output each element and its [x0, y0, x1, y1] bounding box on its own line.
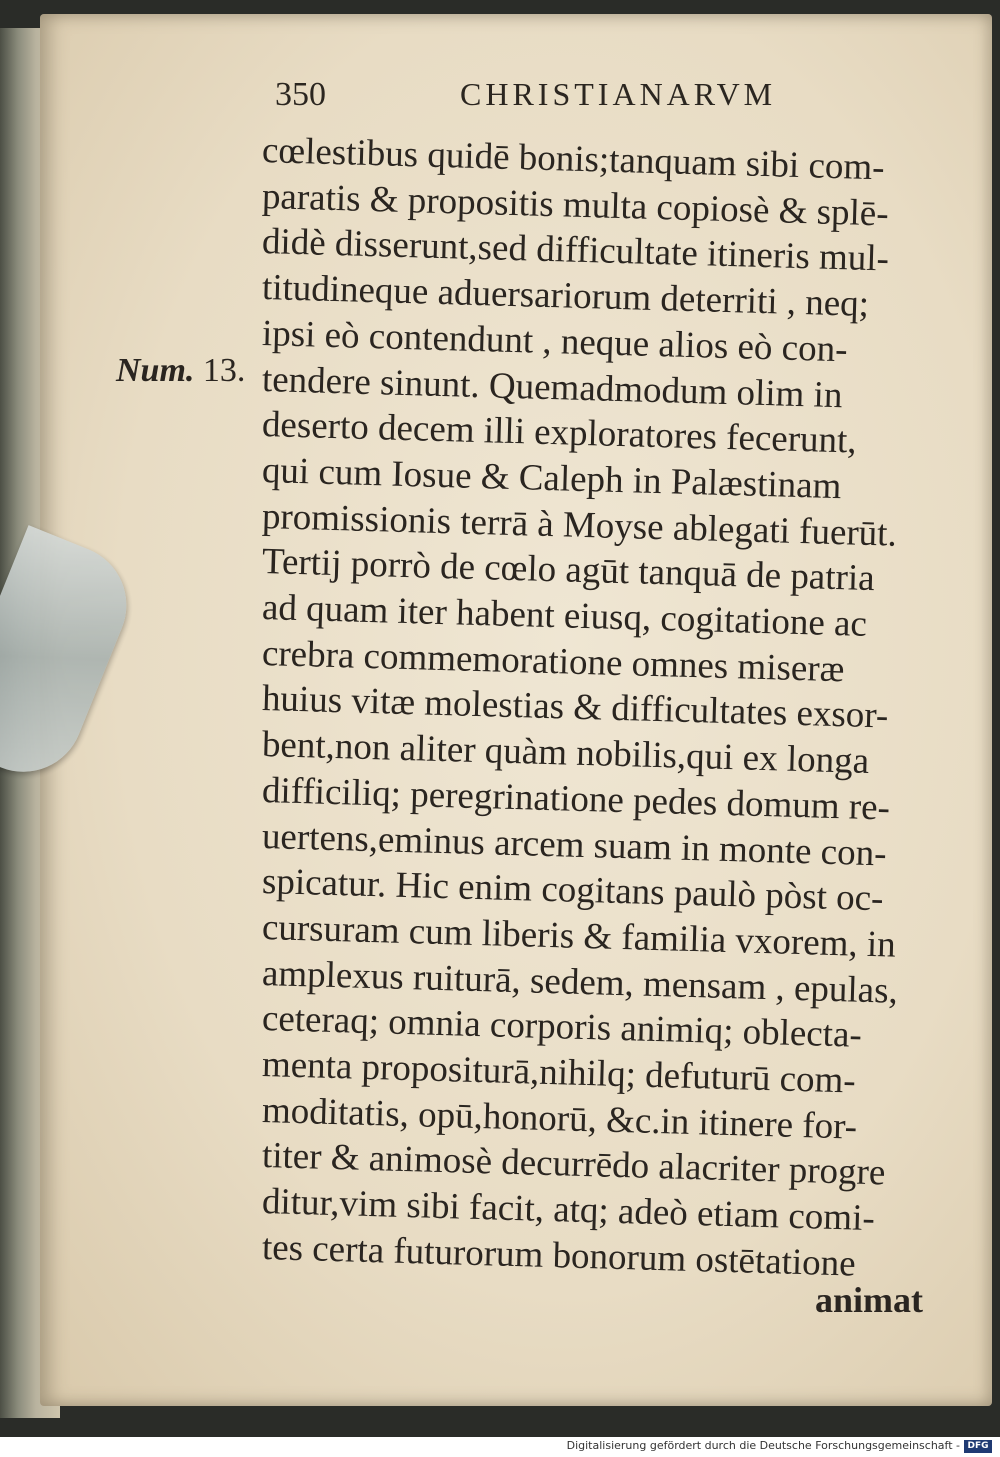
footer-credit: Digitalisierung gefördert durch die Deutsche Forschungsgemeinschaft - [566, 1439, 960, 1452]
text-line: titudineque aduersariorum deterriti , neq; [261, 267, 870, 326]
text-line: difficiliq; peregrinatione pedes domum re- [261, 769, 891, 829]
text-line: ad quam iter habent eiusq, cogitatione ac [261, 587, 868, 645]
text-line: menta propositurā,nihilq; defuturū com- [261, 1044, 857, 1102]
text-line: cœlestibus quidē bonis;tanquam sibi com- [261, 130, 886, 189]
text-line: Tertij porrò de cœlo agūt tanquā de patria [261, 541, 876, 600]
catchword: animat [815, 1280, 923, 1320]
margin-reference-book: Num. [116, 352, 195, 389]
text-line: titer & animosè decurrēdo alacriter progre [261, 1135, 886, 1194]
text-line: deserto decem illi exploratores fecerunt, [261, 404, 858, 462]
text-line: ditur,vim sibi facit, atq; adeò etiam comi- [261, 1181, 876, 1240]
text-line: moditatis, opū,honorū, &c.in itinere for- [261, 1089, 858, 1148]
body-text [261, 128, 962, 1285]
text-line: huius vitæ molestias & difficultates exsor- [261, 678, 889, 737]
text-line: paratis & propositis multa copiosè & splē- [261, 175, 890, 235]
text-line: qui cum Iosue & Caleph in Palæstinam [261, 449, 842, 508]
text-line: tendere sinunt. Quemadmodum olim in [261, 358, 843, 416]
margin-reference [116, 352, 245, 390]
text-line: ipsi eò contendunt , neque alios eò con- [261, 312, 849, 371]
text-line: didè disserunt,sed difficultate itineris mul- [261, 221, 890, 280]
page-header [275, 76, 835, 126]
dfg-logo: DFG [964, 1440, 992, 1453]
text-line: amplexus ruiturā, sedem, mensam , epulas, [261, 952, 899, 1012]
running-head: CHRISTIANARVM [460, 76, 777, 112]
digitization-footer [0, 1437, 1000, 1457]
text-line: bent,non aliter quàm nobilis,qui ex longa [261, 724, 870, 783]
text-line: spicatur. Hic enim cogitans paulò pòst oc- [261, 861, 885, 920]
margin-reference-chapter: 13. [202, 352, 246, 389]
text-line: crebra commemoratione omnes miseræ [261, 632, 845, 690]
text-line: ceteraq; omnia corporis animiq; oblecta- [261, 998, 863, 1057]
text-line: tes certa futurorum bonorum ostētatione [261, 1226, 857, 1285]
text-line: cursuram cum liberis & familia vxorem, in [261, 906, 897, 966]
page-number: 350 [275, 76, 326, 113]
text-line: uertens,eminus arcem suam in monte con- [261, 815, 888, 874]
text-line: promissionis terrā à Moyse ablegati fuerūt. [261, 495, 898, 555]
